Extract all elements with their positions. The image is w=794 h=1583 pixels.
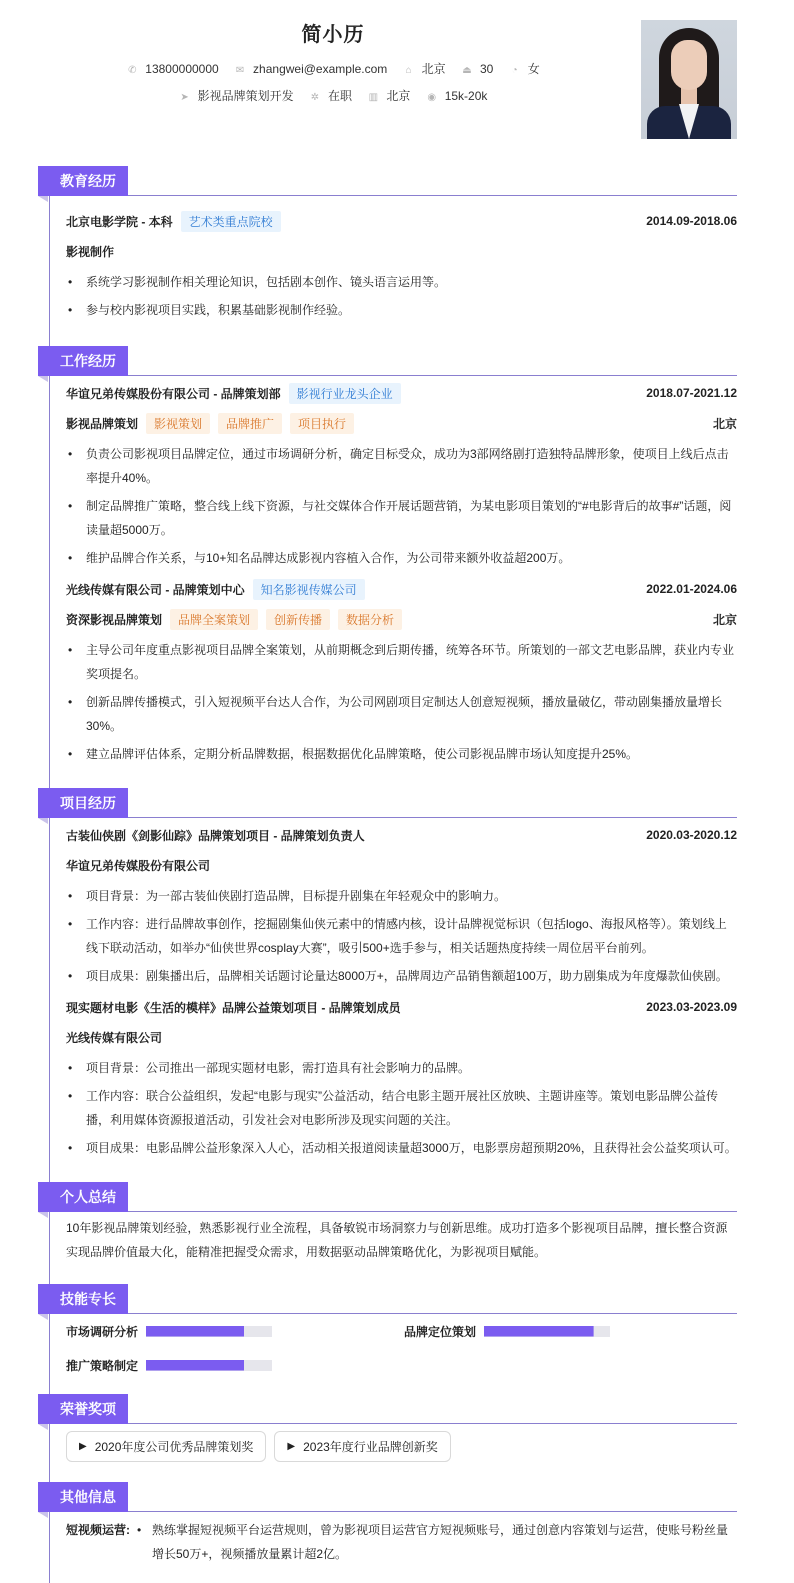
section-header [38, 1284, 737, 1314]
send-icon: ➤ [180, 92, 189, 103]
education-entry-header [66, 206, 737, 236]
section-title: 项目经历 [38, 788, 128, 818]
project-entry-header [66, 992, 737, 1022]
list-item: • 工作内容：进行品牌故事创作，挖掘剧集仙侠元素中的情感内核，设计品牌视觉标识（包括logo、海报风格等）。策划线上线下联动活动，如举办“仙侠世界cosplay大赛”，吸引500+选手参与，相关话题热度持续一周位居平台前列。 [66, 912, 737, 960]
skill-bar [484, 1326, 610, 1337]
work-role-row [66, 408, 737, 438]
candidate-name: 简小历 [301, 24, 365, 46]
skill-fill [146, 1360, 244, 1371]
skill-item [404, 1318, 734, 1344]
list-item: • 工作内容：联合公益组织，发起“电影与现实”公益活动，结合电影主题开展社区放映、主题讲座等。策划电影品牌公益传播，利用媒体资源报道活动，引发社会对电影所涉及现实问题的关注。 [66, 1084, 737, 1132]
section-header [38, 788, 737, 818]
list-item: • 负责公司影视项目品牌定位，通过市场调研分析，确定目标受众，成功为3部网络剧打造独特品牌形象，使项目上线后点击率提升40%。 [66, 442, 737, 490]
award-item[interactable]: ▶ 2023年度行业品牌创新奖 [274, 1431, 450, 1462]
contact-age: ⏏ 30 [462, 62, 494, 76]
skill-label: 推广策略制定 [66, 1358, 139, 1373]
awards-list [66, 1431, 737, 1462]
skill-tag: 项目执行 [290, 413, 354, 434]
section-header [38, 1182, 737, 1212]
skill-tag: 品牌全案策划 [170, 609, 258, 630]
bullet-list [66, 270, 737, 322]
skill-item [66, 1318, 404, 1344]
home-icon: ⌂ [405, 65, 412, 76]
project-name: 现实题材电影《生活的模样》品牌公益策划项目 - 品牌策划成员 [66, 1000, 401, 1015]
company-tag: 知名影视传媒公司 [253, 579, 365, 600]
company-tag: 影视行业龙头企业 [289, 383, 401, 404]
project-name: 古装仙侠剧《剑影仙踪》品牌策划项目 - 品牌策划负责人 [66, 828, 365, 843]
major: 影视制作 [66, 244, 115, 259]
skill-item [66, 1352, 404, 1378]
salary-icon: ◉ [427, 92, 437, 103]
date-range: 2020.03-2020.12 [646, 828, 737, 842]
section-title: 工作经历 [38, 346, 128, 376]
summary-section [38, 1182, 737, 1264]
section-header [38, 346, 737, 376]
list-item: • 创新品牌传播模式，引入短视频平台达人合作，为公司网剧项目定制达人创意短视频，播放量破亿，带动剧集播放量增长30%。 [66, 690, 737, 738]
work-entry-header [66, 378, 737, 408]
skill-bar [146, 1326, 272, 1337]
section-title: 技能专长 [38, 1284, 128, 1314]
bullet-list [66, 884, 737, 988]
status-icon: ✲ [310, 92, 320, 103]
list-item: • 参与校内影视项目实践，积累基础影视制作经验。 [66, 298, 737, 322]
skill-bar [146, 1360, 272, 1371]
contact-row [0, 60, 666, 77]
date-range: 2018.07-2021.12 [646, 386, 737, 400]
building-icon: ▥ [368, 92, 379, 103]
phone-icon: ✆ [128, 65, 137, 76]
contact-gender: ◔ 女 [509, 60, 540, 77]
skill-label: 市场调研分析 [66, 1324, 139, 1339]
expand-triangle-icon: ▶ [287, 1441, 296, 1452]
section-title: 其他信息 [38, 1482, 128, 1512]
role: 资深影视品牌策划 [66, 612, 163, 627]
skill-tag: 数据分析 [338, 609, 402, 630]
school-tag: 艺术类重点院校 [181, 211, 281, 232]
mail-icon: ✉ [235, 65, 245, 76]
education-section [38, 166, 737, 322]
skill-fill [146, 1326, 244, 1337]
list-item: • 建立品牌评估体系，定期分析品牌数据，根据数据优化品牌策略，使公司影视品牌市场认知度提升25%。 [66, 742, 737, 766]
other-section [38, 1482, 737, 1566]
contact-email: ✉ zhangwei@example.com [235, 62, 388, 76]
job-intent-row [0, 87, 666, 104]
summary-text: 10年影视品牌策划经验，熟悉影视行业全流程，具备敏锐市场洞察力与创新思维。成功打造多个影视项目品牌，擅长整合资源实现品牌价值最大化，能精准把握受众需求，用数据驱动品牌策略优化，为影视项目赋能。 [66, 1221, 728, 1259]
company-name: 光线传媒有限公司 - 品牌策划中心 [66, 582, 245, 597]
other-item [66, 1518, 737, 1566]
contact-city: ⌂ 北京 [403, 60, 446, 77]
other-label: 短视频运营: [66, 1523, 130, 1537]
skill-tag: 影视策划 [146, 413, 210, 434]
expand-triangle-icon: ▶ [79, 1441, 87, 1452]
list-item: • 项目成果：剧集播出后，品牌相关话题讨论量达8000万+，品牌周边产品销售额超100万，助力剧集成为年度爆款仙侠剧。 [66, 964, 737, 988]
skill-label: 品牌定位策划 [404, 1324, 477, 1339]
work-section [38, 346, 737, 766]
date-range: 2022.01-2024.06 [646, 582, 737, 596]
location: 北京 [712, 612, 737, 627]
list-item: • 项目背景：为一部古装仙侠剧打造品牌，目标提升剧集在年轻观众中的影响力。 [66, 884, 737, 908]
list-item: • 主导公司年度重点影视项目品牌全案策划，从前期概念到后期传播，统筹各环节。所策划的一部文艺电影品牌，获业内专业奖项提名。 [66, 638, 737, 686]
role: 影视品牌策划 [66, 416, 139, 431]
bullet-list [66, 1056, 737, 1160]
resume-header [0, 0, 794, 150]
project-company: 光线传媒有限公司 [66, 1030, 163, 1045]
bullet-list [138, 1518, 737, 1566]
skills-section [38, 1284, 737, 1378]
section-title: 荣誉奖项 [38, 1394, 128, 1424]
project-company: 华谊兄弟传媒股份有限公司 [66, 858, 211, 873]
date-range: 2023.03-2023.09 [646, 1000, 737, 1014]
intent-status: ✲ 在职 [310, 89, 352, 103]
location: 北京 [712, 416, 737, 431]
section-title: 教育经历 [38, 166, 128, 196]
work-role-row [66, 604, 737, 634]
intent-position: ➤ 影视品牌策划开发 [180, 89, 294, 103]
section-header [38, 1482, 737, 1512]
list-item: • 熟练掌握短视频平台运营规则，曾为影视项目运营官方短视频账号，通过创意内容策划与运营，使账号粉丝量增长50万+，视频播放量累计超2亿。 [137, 1518, 737, 1566]
award-item[interactable]: ▶ 2020年度公司优秀品牌策划奖 [66, 1431, 266, 1462]
skill-fill [484, 1326, 594, 1337]
intent-city: ▥ 北京 [368, 89, 411, 103]
section-title: 个人总结 [38, 1182, 128, 1212]
project-entry-header [66, 820, 737, 850]
awards-section [38, 1394, 737, 1462]
gender-icon: ◔ [511, 65, 518, 76]
list-item: • 项目成果：电影品牌公益形象深入人心，活动相关报道阅读量超3000万，电影票房超预期20%，且获得社会公益奖项认可。 [66, 1136, 737, 1160]
skill-tag: 品牌推广 [218, 413, 282, 434]
date-range: 2014.09-2018.06 [646, 214, 737, 228]
contact-phone: ✆ 13800000000 [128, 62, 219, 76]
list-item: • 制定品牌推广策略，整合线上线下资源，与社交媒体合作开展话题营销，为某电影项目策划的“#电影背后的故事#”话题，阅读量超5000万。 [66, 494, 737, 542]
section-header [38, 1394, 737, 1424]
section-header [38, 166, 737, 196]
profile-photo [641, 20, 737, 139]
bullet-list [66, 638, 737, 766]
skills-grid [66, 1318, 737, 1378]
list-item: • 项目背景：公司推出一部现实题材电影，需打造具有社会影响力的品牌。 [66, 1056, 737, 1080]
projects-section [38, 788, 737, 1160]
list-item: • 维护品牌合作关系，与10+知名品牌达成影视内容植入合作，为公司带来额外收益超200万。 [66, 546, 737, 570]
bullet-list [66, 442, 737, 570]
skill-tag: 创新传播 [266, 609, 330, 630]
company-name: 华谊兄弟传媒股份有限公司 - 品牌策划部 [66, 386, 281, 401]
work-entry-header [66, 574, 737, 604]
school-name: 北京电影学院 - 本科 [66, 214, 173, 229]
list-item: • 系统学习影视制作相关理论知识，包括剧本创作、镜头语言运用等。 [66, 270, 737, 294]
age-icon: ⏏ [462, 65, 472, 76]
intent-salary: ◉ 15k-20k [427, 89, 488, 103]
